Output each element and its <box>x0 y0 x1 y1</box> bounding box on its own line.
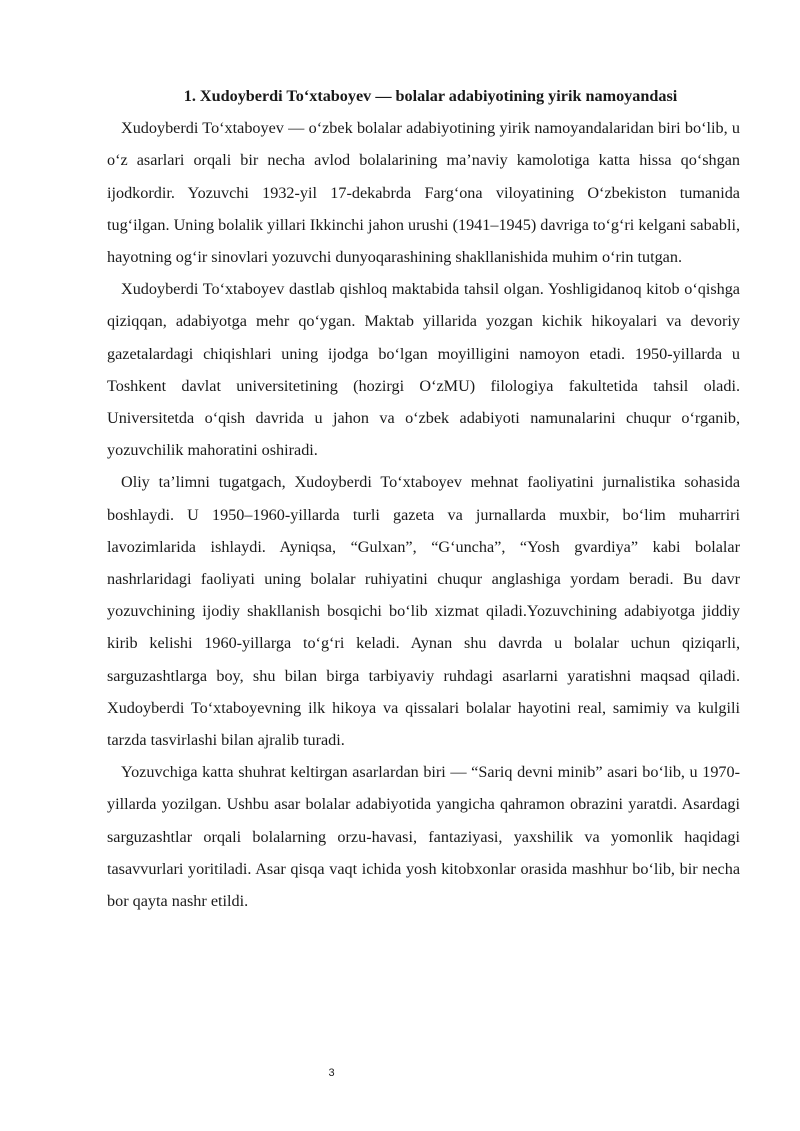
paragraph-education: Xudoyberdi To‘xtaboyev dastlab qishloq maktabida tahsil olgan. Yoshligidanoq kitob o‘qishga qiziqqan, adabiyotga mehr qo‘ygan. Maktab yillarida yozgan kichik hikoyalari va devoriy gazetalardagi chiqishlari uning ijodga bo‘lgan moyilligini namoyon etadi. 1950-yillarda u Toshkent davlat universitetining (hozirgi O‘zMU) filologiya fakultetida tahsil oladi. Universitetda o‘qish davrida u jahon va o‘zbek adabiyoti namunalarini chuqur o‘rganib, yozuvchilik mahoratini oshiradi. <box>107 280 740 460</box>
paragraph-biography: Xudoyberdi To‘xtaboyev — o‘zbek bolalar adabiyotining yirik namoyandalaridan biri bo‘lib, u o‘z asarlari orqali bir necha avlod bolalarining ma’naviy kamolotiga katta hissa qo‘shgan ijodkordir. Yozuvchi 1932-yil 17-dekabrda Farg‘ona viloyatining O‘zbekiston tumanida tug‘ilgan. Uning bolalik yillari Ikkinchi jahon urushi (1941–1945) davriga to‘g‘ri kelgani sababli, hayotning og‘ir sinovlari yozuvchi dunyoqarashining shakllanishida muhim o‘rin tutgan. <box>107 119 740 267</box>
page-content <box>107 80 740 917</box>
paragraph-fame: Yozuvchiga katta shuhrat keltirgan asarlardan biri — “Sariq devni minib” asari bo‘lib, u 1970-yillarda yozilgan. Ushbu asar bolalar adabiyotida yangicha qahramon obrazini yaratdi. Asardagi sarguzashtlar orqali bolalarning orzu-havasi, fantaziyasi, yaxshilik va yomonlik haqidagi tasavvurlari yoritiladi. Asar qisqa vaqt ichida yosh kitobxonlar orasida mashhur bo‘lib, bir necha bor qayta nashr etildi. <box>107 763 740 911</box>
section-heading: 1. Xudoyberdi To‘xtaboyev — bolalar adabiyotining yirik namoyandasi <box>183 87 678 105</box>
page-number: 3 <box>328 1067 335 1079</box>
paragraph-career: Oliy ta’limni tugatgach, Xudoyberdi To‘xtaboyev mehnat faoliyatini jurnalistika sohasida boshlaydi. U 1950–1960-yillarda turli gazeta va jurnallarda muxbir, bo‘lim muharriri lavozimlarida ishlaydi. Ayniqsa, “Gulxan”, “G‘uncha”, “Yosh gvardiya” kabi bolalar nashrlaridagi faoliyati uning bolalar ruhiyatini chuqur anglashiga yordam beradi. Bu davr yozuvchining ijodiy shakllanish bosqichi bo‘lib xizmat qiladi.Yozuvchining adabiyotga jiddiy kirib kelishi 1960-yillarga to‘g‘ri keladi. Aynan shu davrda u bolalar uchun qiziqarli, sarguzashtlarga boy, shu bilan birga tarbiyaviy ruhdagi asarlarni yaratishni maqsad qiladi. Xudoyberdi To‘xtaboyevning ilk hikoya va qissalari bolalar hayotini real, samimiy va kulgili tarzda tasvirlashi bilan ajralib turadi. <box>107 473 740 750</box>
